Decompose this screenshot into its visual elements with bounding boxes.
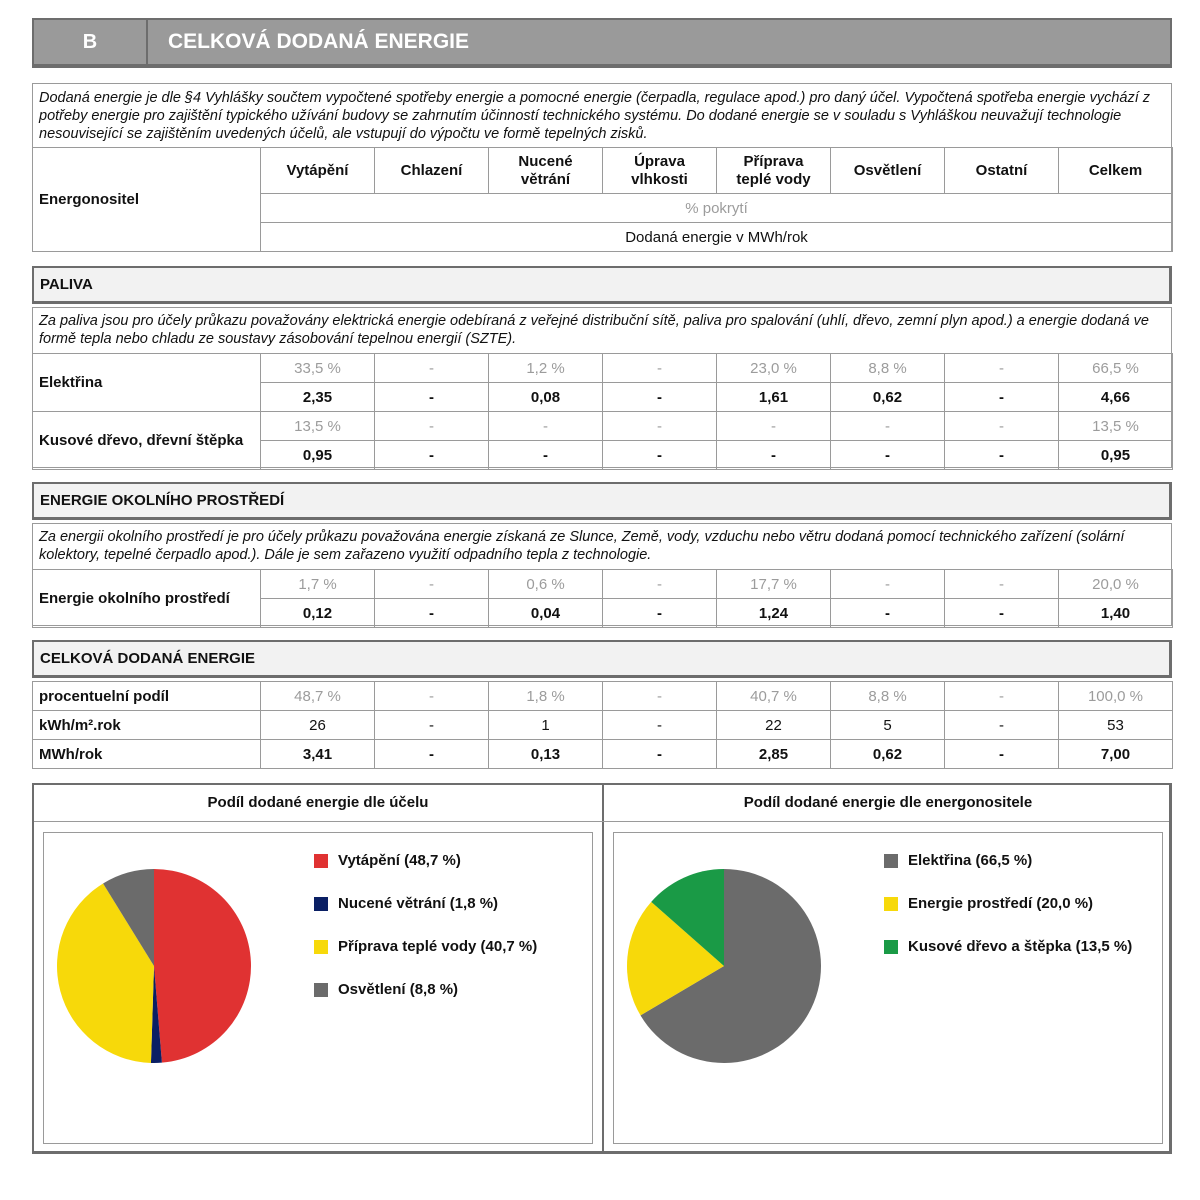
value-cell-vytapeni: 0,12 xyxy=(261,599,375,628)
okoli-heading: ENERGIE OKOLNÍHO PROSTŘEDÍ xyxy=(32,482,1172,520)
value-cell-osvetleni: - xyxy=(831,599,945,628)
legend-item xyxy=(314,895,498,912)
celkem-cell-chlazeni: - xyxy=(375,682,489,711)
pct-cell-celkem: 20,0 % xyxy=(1059,570,1173,599)
header-table xyxy=(32,147,1173,252)
pct-cell-ostatni: - xyxy=(945,570,1059,599)
value-cell-uprava-vlhkosti: - xyxy=(603,441,717,470)
legend-label: Kusové dřevo a štěpka (13,5 %) xyxy=(908,938,1133,955)
celkem-cell-ostatni: - xyxy=(945,682,1059,711)
celkem-cell-vytapeni: 48,7 % xyxy=(261,682,375,711)
value-cell-celkem: 1,40 xyxy=(1059,599,1173,628)
chart-2-area xyxy=(613,832,1163,1144)
legend-item xyxy=(884,938,1132,955)
section-banner xyxy=(32,18,1172,68)
legend-label: Příprava teplé vody (40,7 %) xyxy=(338,938,538,955)
value-cell-priprava-tuv: - xyxy=(717,441,831,470)
pct-cell-vytapeni: 13,5 % xyxy=(261,412,375,441)
row-label: MWh/rok xyxy=(33,740,261,769)
pct-cell-nucene-vetrani: - xyxy=(489,412,603,441)
legend-swatch xyxy=(314,854,328,868)
value-cell-ostatni: - xyxy=(945,599,1059,628)
okoli-row-pct xyxy=(33,570,1173,599)
col-header-vytapeni: Vytápění xyxy=(261,148,375,194)
okoli-block xyxy=(32,523,1172,626)
paliva-row-pct xyxy=(33,354,1173,383)
celkem-cell-priprava-tuv: 22 xyxy=(717,711,831,740)
celkem-row xyxy=(33,711,1173,740)
charts-title-rule xyxy=(34,821,1169,822)
paliva-heading: PALIVA xyxy=(32,266,1172,304)
legend-swatch xyxy=(314,983,328,997)
legend-swatch xyxy=(314,897,328,911)
celkem-cell-vytapeni: 26 xyxy=(261,711,375,740)
celkem-heading: CELKOVÁ DODANÁ ENERGIE xyxy=(32,640,1172,678)
value-cell-uprava-vlhkosti: - xyxy=(603,383,717,412)
celkem-block xyxy=(32,681,1172,769)
celkem-cell-celkem: 7,00 xyxy=(1059,740,1173,769)
pct-cell-priprava-tuv: 23,0 % xyxy=(717,354,831,383)
col-header-ostatni: Ostatní xyxy=(945,148,1059,194)
pct-cell-celkem: 66,5 % xyxy=(1059,354,1173,383)
pokryti-label: % pokrytí xyxy=(261,194,1173,223)
value-cell-osvetleni: 0,62 xyxy=(831,383,945,412)
pct-cell-celkem: 13,5 % xyxy=(1059,412,1173,441)
celkem-cell-chlazeni: - xyxy=(375,711,489,740)
celkem-cell-osvetleni: 0,62 xyxy=(831,740,945,769)
pct-cell-osvetleni: 8,8 % xyxy=(831,354,945,383)
value-cell-nucene-vetrani: - xyxy=(489,441,603,470)
value-cell-chlazeni: - xyxy=(375,383,489,412)
pct-cell-uprava-vlhkosti: - xyxy=(603,570,717,599)
row-label: Elektřina xyxy=(33,354,261,412)
celkem-cell-ostatni: - xyxy=(945,711,1059,740)
celkem-cell-uprava-vlhkosti: - xyxy=(603,682,717,711)
charts-divider xyxy=(602,785,604,1151)
value-cell-osvetleni: - xyxy=(831,441,945,470)
celkem-row xyxy=(33,682,1173,711)
col-header-nucene-vetrani: Nucené větrání xyxy=(489,148,603,194)
pct-cell-ostatni: - xyxy=(945,412,1059,441)
legend-item xyxy=(884,852,1032,869)
legend-label: Elektřina (66,5 %) xyxy=(908,852,1033,869)
col-header-osvetleni: Osvětlení xyxy=(831,148,945,194)
chart-1-title: Podíl dodané energie dle účelu xyxy=(207,794,429,811)
value-cell-priprava-tuv: 1,61 xyxy=(717,383,831,412)
value-cell-celkem: 0,95 xyxy=(1059,441,1173,470)
section-title: CELKOVÁ DODANÁ ENERGIE xyxy=(168,30,470,53)
pct-cell-vytapeni: 1,7 % xyxy=(261,570,375,599)
paliva-note: Za paliva jsou pro účely průkazu považovány elektrická energie odebíraná z veřejné distribuční sítě, paliva pro spalování (uhlí, dřevo, zemní plyn apod.) a energie dodaná ve formě tepla nebo chladu ze soustavy zásobování tepelnou energií (SZTE). xyxy=(39,313,1149,347)
celkem-cell-nucene-vetrani: 0,13 xyxy=(489,740,603,769)
value-cell-celkem: 4,66 xyxy=(1059,383,1173,412)
pct-cell-osvetleni: - xyxy=(831,412,945,441)
row-label: Kusové dřevo, dřevní štěpka xyxy=(33,412,261,470)
okoli-table xyxy=(32,569,1173,628)
row-label: procentuelní podíl xyxy=(33,682,261,711)
paliva-table xyxy=(32,353,1173,470)
celkem-cell-priprava-tuv: 40,7 % xyxy=(717,682,831,711)
pie-slice xyxy=(154,869,251,1063)
legend-label: Osvětlení (8,8 %) xyxy=(338,981,459,998)
okoli-note: Za energii okolního prostředí je pro účely průkazu považována energie získaná ze Slunce, Země, vody, vzduchu nebo větru dodaná pomocí technického zařízení (solární kolektory, tepelné čerpadlo apod.). Dále je sem zařazeno využití odpadního tepla z technologie. xyxy=(39,529,1125,563)
celkem-row xyxy=(33,740,1173,769)
row-label: Energie okolního prostředí xyxy=(33,570,261,628)
pct-cell-priprava-tuv: 17,7 % xyxy=(717,570,831,599)
paliva-row-pct xyxy=(33,412,1173,441)
celkem-cell-nucene-vetrani: 1,8 % xyxy=(489,682,603,711)
value-cell-uprava-vlhkosti: - xyxy=(603,599,717,628)
pct-cell-uprava-vlhkosti: - xyxy=(603,354,717,383)
chart-2-title: Podíl dodané energie dle energonositele xyxy=(743,794,1033,811)
col-header-celkem: Celkem xyxy=(1059,148,1173,194)
charts-panel xyxy=(32,783,1172,1154)
value-cell-chlazeni: - xyxy=(375,441,489,470)
value-cell-ostatni: - xyxy=(945,441,1059,470)
legend-item xyxy=(314,981,458,998)
value-cell-nucene-vetrani: 0,08 xyxy=(489,383,603,412)
celkem-cell-uprava-vlhkosti: - xyxy=(603,711,717,740)
celkem-table xyxy=(32,681,1173,769)
intro-block xyxy=(32,83,1172,252)
pct-cell-ostatni: - xyxy=(945,354,1059,383)
celkem-cell-ostatni: - xyxy=(945,740,1059,769)
celkem-cell-osvetleni: 5 xyxy=(831,711,945,740)
pct-cell-chlazeni: - xyxy=(375,412,489,441)
row-label: kWh/m².rok xyxy=(33,711,261,740)
pct-cell-nucene-vetrani: 1,2 % xyxy=(489,354,603,383)
celkem-cell-priprava-tuv: 2,85 xyxy=(717,740,831,769)
legend-item xyxy=(884,895,1093,912)
pct-cell-osvetleni: - xyxy=(831,570,945,599)
legend-label: Energie prostředí (20,0 %) xyxy=(908,895,1094,912)
legend-item xyxy=(314,852,461,869)
col-header-uprava-vlhkosti: Úprava vlhkosti xyxy=(603,148,717,194)
pct-cell-uprava-vlhkosti: - xyxy=(603,412,717,441)
celkem-cell-celkem: 53 xyxy=(1059,711,1173,740)
unit-label: Dodaná energie v MWh/rok xyxy=(261,223,1173,252)
pct-cell-chlazeni: - xyxy=(375,570,489,599)
col-header-chlazeni: Chlazení xyxy=(375,148,489,194)
section-letter: B xyxy=(34,20,148,64)
chart-1-area xyxy=(43,832,593,1144)
pct-cell-vytapeni: 33,5 % xyxy=(261,354,375,383)
paliva-block xyxy=(32,307,1172,468)
legend-item xyxy=(314,938,537,955)
celkem-cell-uprava-vlhkosti: - xyxy=(603,740,717,769)
value-cell-vytapeni: 2,35 xyxy=(261,383,375,412)
value-cell-vytapeni: 0,95 xyxy=(261,441,375,470)
legend-label: Vytápění (48,7 %) xyxy=(338,852,461,869)
celkem-cell-nucene-vetrani: 1 xyxy=(489,711,603,740)
energonositel-label: Energonositel xyxy=(33,148,261,252)
value-cell-chlazeni: - xyxy=(375,599,489,628)
legend-swatch xyxy=(314,940,328,954)
chart-2-pie xyxy=(614,833,1164,1145)
col-header-priprava-tuv: Příprava teplé vody xyxy=(717,148,831,194)
pct-cell-priprava-tuv: - xyxy=(717,412,831,441)
legend-swatch xyxy=(884,940,898,954)
legend-swatch xyxy=(884,854,898,868)
legend-label: Nucené větrání (1,8 %) xyxy=(338,895,499,912)
legend-swatch xyxy=(884,897,898,911)
pct-cell-chlazeni: - xyxy=(375,354,489,383)
intro-text: Dodaná energie je dle §4 Vyhlášky součtem vypočtené spotřeby energie a pomocné energie (čerpadla, regulace apod.) pro daný účel. Vypočtená spotřeba energie vychází z potřeby energie pro zajištění typického užívání budovy se zahrnutím účinností technického systému. Do dodané energie se v souladu s Vyhláškou neuvažují technologie nesouvisející se zajištěním uvedených účelů, ale vstupují do výpočtu ve formě tepelných zisků. xyxy=(39,90,1151,142)
celkem-cell-chlazeni: - xyxy=(375,740,489,769)
value-cell-ostatni: - xyxy=(945,383,1059,412)
pct-cell-nucene-vetrani: 0,6 % xyxy=(489,570,603,599)
value-cell-priprava-tuv: 1,24 xyxy=(717,599,831,628)
celkem-cell-celkem: 100,0 % xyxy=(1059,682,1173,711)
value-cell-nucene-vetrani: 0,04 xyxy=(489,599,603,628)
celkem-cell-osvetleni: 8,8 % xyxy=(831,682,945,711)
celkem-cell-vytapeni: 3,41 xyxy=(261,740,375,769)
